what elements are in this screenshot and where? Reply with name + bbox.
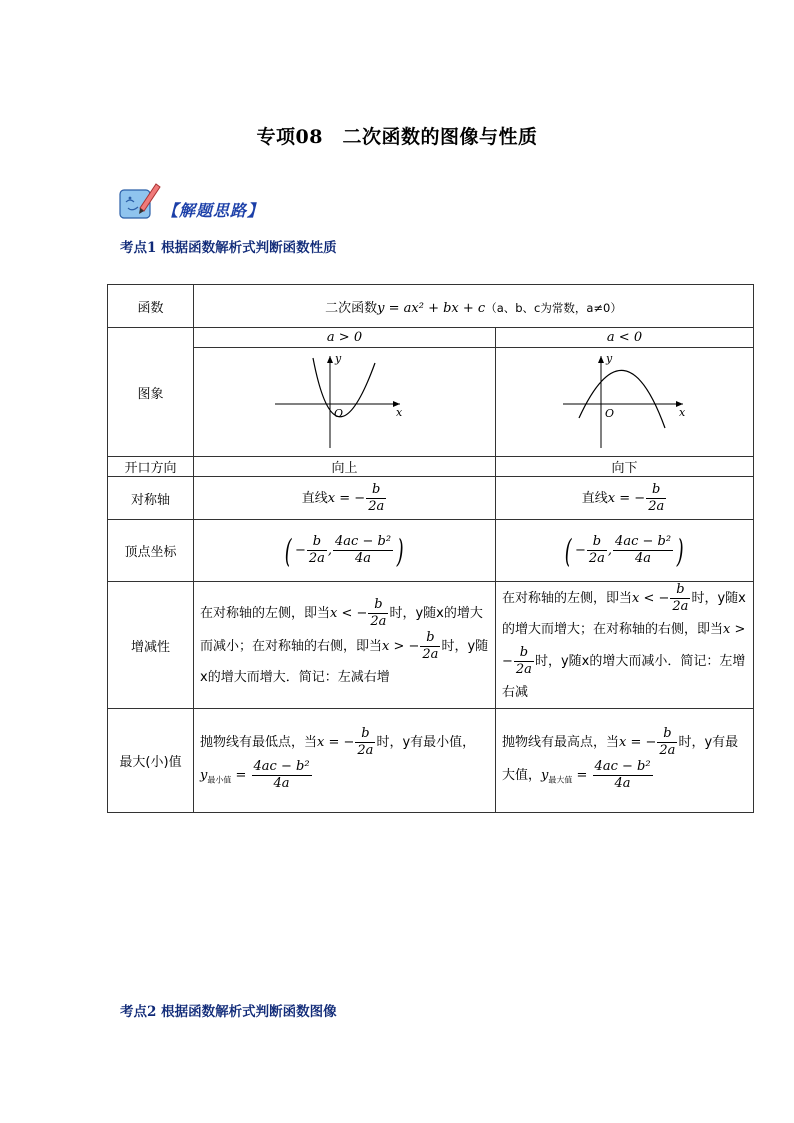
kaodian-1-heading: 考点1 根据函数解析式判断函数性质	[120, 240, 337, 256]
label-extreme: 最大(小)值	[108, 709, 194, 813]
graph-downward	[496, 348, 754, 457]
case-a-positive: a > 0	[194, 328, 496, 348]
axis-neg: 直线x = − $\frac{b}{2a}$	[496, 477, 754, 520]
svg-text:O: O	[333, 407, 343, 420]
row-opening	[108, 457, 754, 477]
banner-label: 【解题思路】	[162, 201, 265, 220]
label-function: 函数	[108, 285, 194, 328]
vertex-neg: ( − $\frac{b}{2a}$ , $\frac{\text{4ac − b²}}{4a}$ )	[496, 520, 754, 582]
label-vertex: 顶点坐标	[108, 520, 194, 582]
function-definition: 二次函数y = ax² + bx + c（a、b、c为常数，a≠0）	[194, 285, 754, 328]
parabola-down-graph	[497, 348, 753, 452]
row-graph	[108, 348, 754, 457]
kaodian-2-heading: 考点2 根据函数解析式判断函数图像	[120, 1004, 337, 1020]
properties-table	[107, 284, 754, 813]
row-axis	[108, 477, 754, 520]
case-a-negative: a < 0	[496, 328, 754, 348]
page-title: 专项08 二次函数的图像与性质	[256, 126, 538, 148]
row-vertex	[108, 520, 754, 582]
row-cases	[108, 328, 754, 348]
label-graph: 图象	[108, 328, 194, 457]
label-monotonic: 增减性	[108, 582, 194, 709]
function-formula: y = ax² + bx + c	[377, 300, 486, 316]
svg-text:y: y	[605, 352, 612, 365]
row-extreme	[108, 709, 754, 813]
opening-down: 向下	[496, 457, 754, 477]
parabola-up-graph	[195, 348, 495, 452]
svg-text:y: y	[334, 352, 341, 365]
vertex-pos: ( − $\frac{b}{2a}$ , $\frac{\text{4ac − b²}}{4a}$ )	[194, 520, 496, 582]
monotonic-pos: 在对称轴的左侧，即当x < − $\frac{b}{2a}$ 时，y随x的增大而减小；在对称轴的右侧，即当x > − $\frac{b}{2a}$ 时，y随x的增大而增大．简记：左减右增	[194, 582, 496, 709]
graph-upward	[194, 348, 496, 457]
monotonic-neg: 在对称轴的左侧，即当x < − $\frac{b}{2a}$ 时，y随x的增大而增大；在对称轴的右侧，即当x > − $\frac{b}{2a}$ 时，y随x的增大而减小．简记：左增右减	[496, 582, 754, 709]
extreme-pos: 抛物线有最低点，当x = − $\frac{b}{2a}$ 时，y有最小值， $y_{最小值}$ = $\frac{\text{4ac − b²}}{4a}$	[194, 709, 496, 813]
label-axis: 对称轴	[108, 477, 194, 520]
svg-text:O: O	[604, 407, 614, 420]
row-function	[108, 285, 754, 328]
label-opening: 开口方向	[108, 457, 194, 477]
svg-text:x: x	[395, 406, 402, 419]
extreme-neg: 抛物线有最高点，当x = − $\frac{b}{2a}$ 时，y有最大值，$y_{最大值}$ = $\frac{\text{4ac − b²}}{4a}$	[496, 709, 754, 813]
note-pencil-icon	[118, 178, 162, 226]
axis-pos: 直线x = − $\frac{b}{2a}$	[194, 477, 496, 520]
svg-text:x: x	[678, 406, 685, 419]
opening-up: 向上	[194, 457, 496, 477]
row-monotonic	[108, 582, 754, 709]
